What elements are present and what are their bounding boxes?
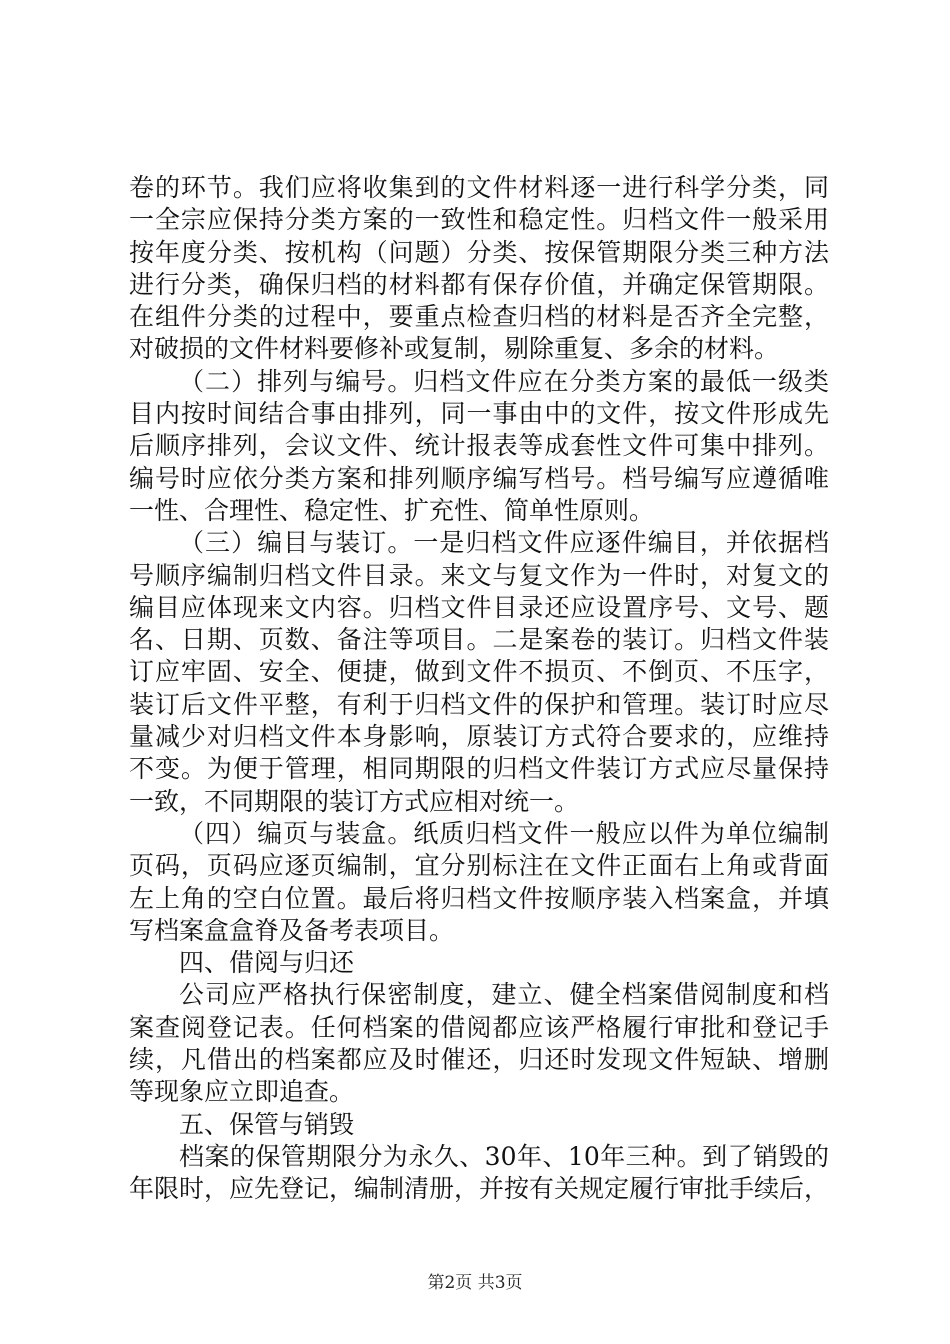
text-line: 年限时，应先登记，编制清册，并按有关规定履行审批手续后， [129, 1174, 830, 1204]
text-line: 左上角的空白位置。最后将归档文件按顺序装入档案盒，并填 [129, 883, 829, 913]
text-line: 在组件分类的过程中，要重点检查归档的材料是否齐全完整， [129, 302, 829, 332]
text-line: 不变。为便于管理，相同期限的归档文件装订方式应尽量保持 [129, 754, 829, 784]
text-line: 订应牢固、安全、便捷，做到文件不损页、不倒页、不压字， [129, 657, 829, 687]
text-line: 卷的环节。我们应将收集到的文件材料逐一进行科学分类，同 [129, 173, 829, 202]
text-line: 四、借阅与归还 [179, 948, 355, 978]
text-line: 公司应严格执行保密制度，建立、健全档案借阅制度和档 [179, 980, 829, 1010]
text-line: 五、保管与销毁 [179, 1109, 355, 1139]
text-line: 案查阅登记表。任何档案的借阅都应该严格履行审批和登记手 [129, 1012, 829, 1042]
text-line: 编目应体现来文内容。归档文件目录还应设置序号、文号、题 [129, 592, 829, 622]
text-line: 一致，不同期限的装订方式应相对统一。 [129, 786, 580, 816]
text-line: 量减少对归档文件本身影响，原装订方式符合要求的，应维持 [129, 722, 829, 752]
text-line: （三）编目与装订。一是归档文件应逐件编目，并依据档 [179, 528, 829, 558]
text-line: 装订后文件平整，有利于归档文件的保护和管理。装订时应尽 [129, 689, 829, 719]
text-line: 编号时应依分类方案和排列顺序编写档号。档号编写应遵循唯 [129, 463, 829, 493]
text-line: 名、日期、页数、备注等项目。二是案卷的装订。归档文件装 [129, 625, 829, 655]
document-body [129, 172, 829, 1206]
text-line: 目内按时间结合事由排列，同一事由中的文件，按文件形成先 [129, 399, 829, 429]
text-line: 一全宗应保持分类方案的一致性和稳定性。归档文件一般采用 [129, 205, 829, 235]
text-line: 续，凡借出的档案都应及时催还，归还时发现文件短缺、增删 [129, 1045, 829, 1075]
text-line: 写档案盒盒脊及备考表项目。 [129, 915, 455, 945]
text-line: 一性、合理性、稳定性、扩充性、简单性原则。 [129, 495, 655, 525]
text-line: 按年度分类、按机构（问题）分类、按保管期限分类三种方法 [129, 237, 829, 267]
page-footer: 第2页 共3页 [427, 1273, 523, 1293]
text-line: 号顺序编制归档文件目录。来文与复文作为一件时，对复文的 [129, 560, 829, 590]
text-line: 进行分类，确保归档的材料都有保存价值，并确定保管期限。 [129, 269, 829, 299]
text-line: （二）排列与编号。归档文件应在分类方案的最低一级类 [179, 366, 829, 396]
text-line: 档案的保管期限分为永久、30年、10年三种。到了销毁的 [179, 1141, 829, 1171]
text-line: 等现象应立即追查。 [129, 1077, 355, 1107]
text-line: 页码，页码应逐页编制，宜分别标注在文件正面右上角或背面 [129, 851, 829, 881]
text-line: （四）编页与装盒。纸质归档文件一般应以件为单位编制 [179, 818, 829, 848]
text-line: 后顺序排列，会议文件、统计报表等成套性文件可集中排列。 [129, 431, 829, 461]
text-line: 对破损的文件材料要修补或复制，剔除重复、多余的材料。 [129, 334, 780, 364]
